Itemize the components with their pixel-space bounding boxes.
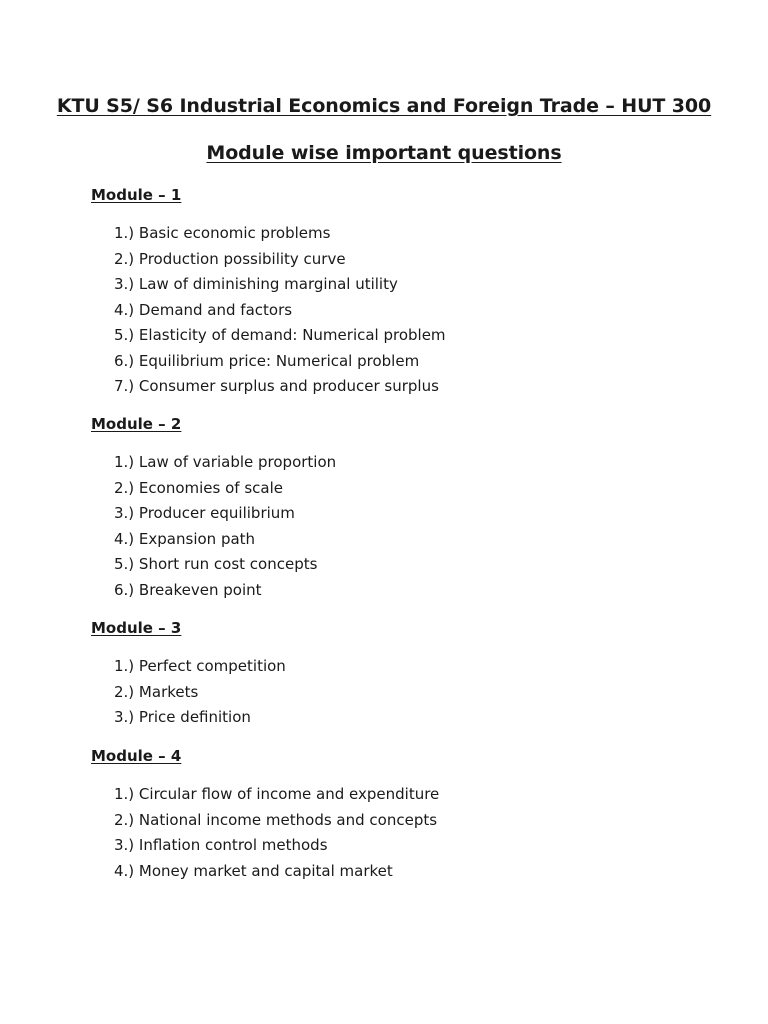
list-item: 3.) Producer equilibrium — [114, 504, 295, 522]
module-3-heading: Module – 3 — [91, 619, 182, 637]
module-1-heading: Module – 1 — [91, 186, 182, 204]
list-item: 1.) Basic economic problems — [114, 224, 331, 242]
document-title: KTU S5/ S6 Industrial Economics and Foreign Trade – HUT 300 — [56, 95, 712, 117]
list-item: 4.) Expansion path — [114, 529, 256, 548]
list-item: 2.) Markets — [114, 682, 199, 701]
list-item: 7.) Consumer surplus and producer surplus — [114, 377, 439, 395]
module-1-question-list — [114, 221, 446, 400]
module-2-question-list — [114, 450, 336, 603]
list-item: 3.) Law of diminishing marginal utility — [114, 275, 398, 293]
list-item: 4.) Demand and factors — [114, 300, 293, 319]
list-item: 1.) Perfect competition — [114, 657, 286, 675]
list-item: 3.) Inflation control methods — [114, 836, 328, 854]
list-item: 3.) Price definition — [114, 708, 251, 726]
module-3-question-list — [114, 654, 286, 731]
list-item: 5.) Short run cost concepts — [114, 555, 318, 573]
list-item: 1.) Circular flow of income and expenditure — [114, 785, 440, 803]
module-4-heading: Module – 4 — [91, 747, 182, 765]
list-item: 2.) Production possibility curve — [114, 249, 346, 268]
list-item: 5.) Elasticity of demand: Numerical problem — [114, 326, 446, 344]
list-item: 6.) Equilibrium price: Numerical problem — [114, 351, 420, 370]
list-item: 2.) National income methods and concepts — [114, 810, 438, 829]
list-item: 4.) Money market and capital market — [114, 861, 393, 880]
list-item: 1.) Law of variable proportion — [114, 453, 337, 471]
module-2-heading: Module – 2 — [91, 415, 182, 433]
list-item: 2.) Economies of scale — [114, 478, 283, 497]
document-subtitle: Module wise important questions — [206, 142, 562, 164]
module-4-question-list — [114, 782, 439, 884]
list-item: 6.) Breakeven point — [114, 580, 262, 599]
